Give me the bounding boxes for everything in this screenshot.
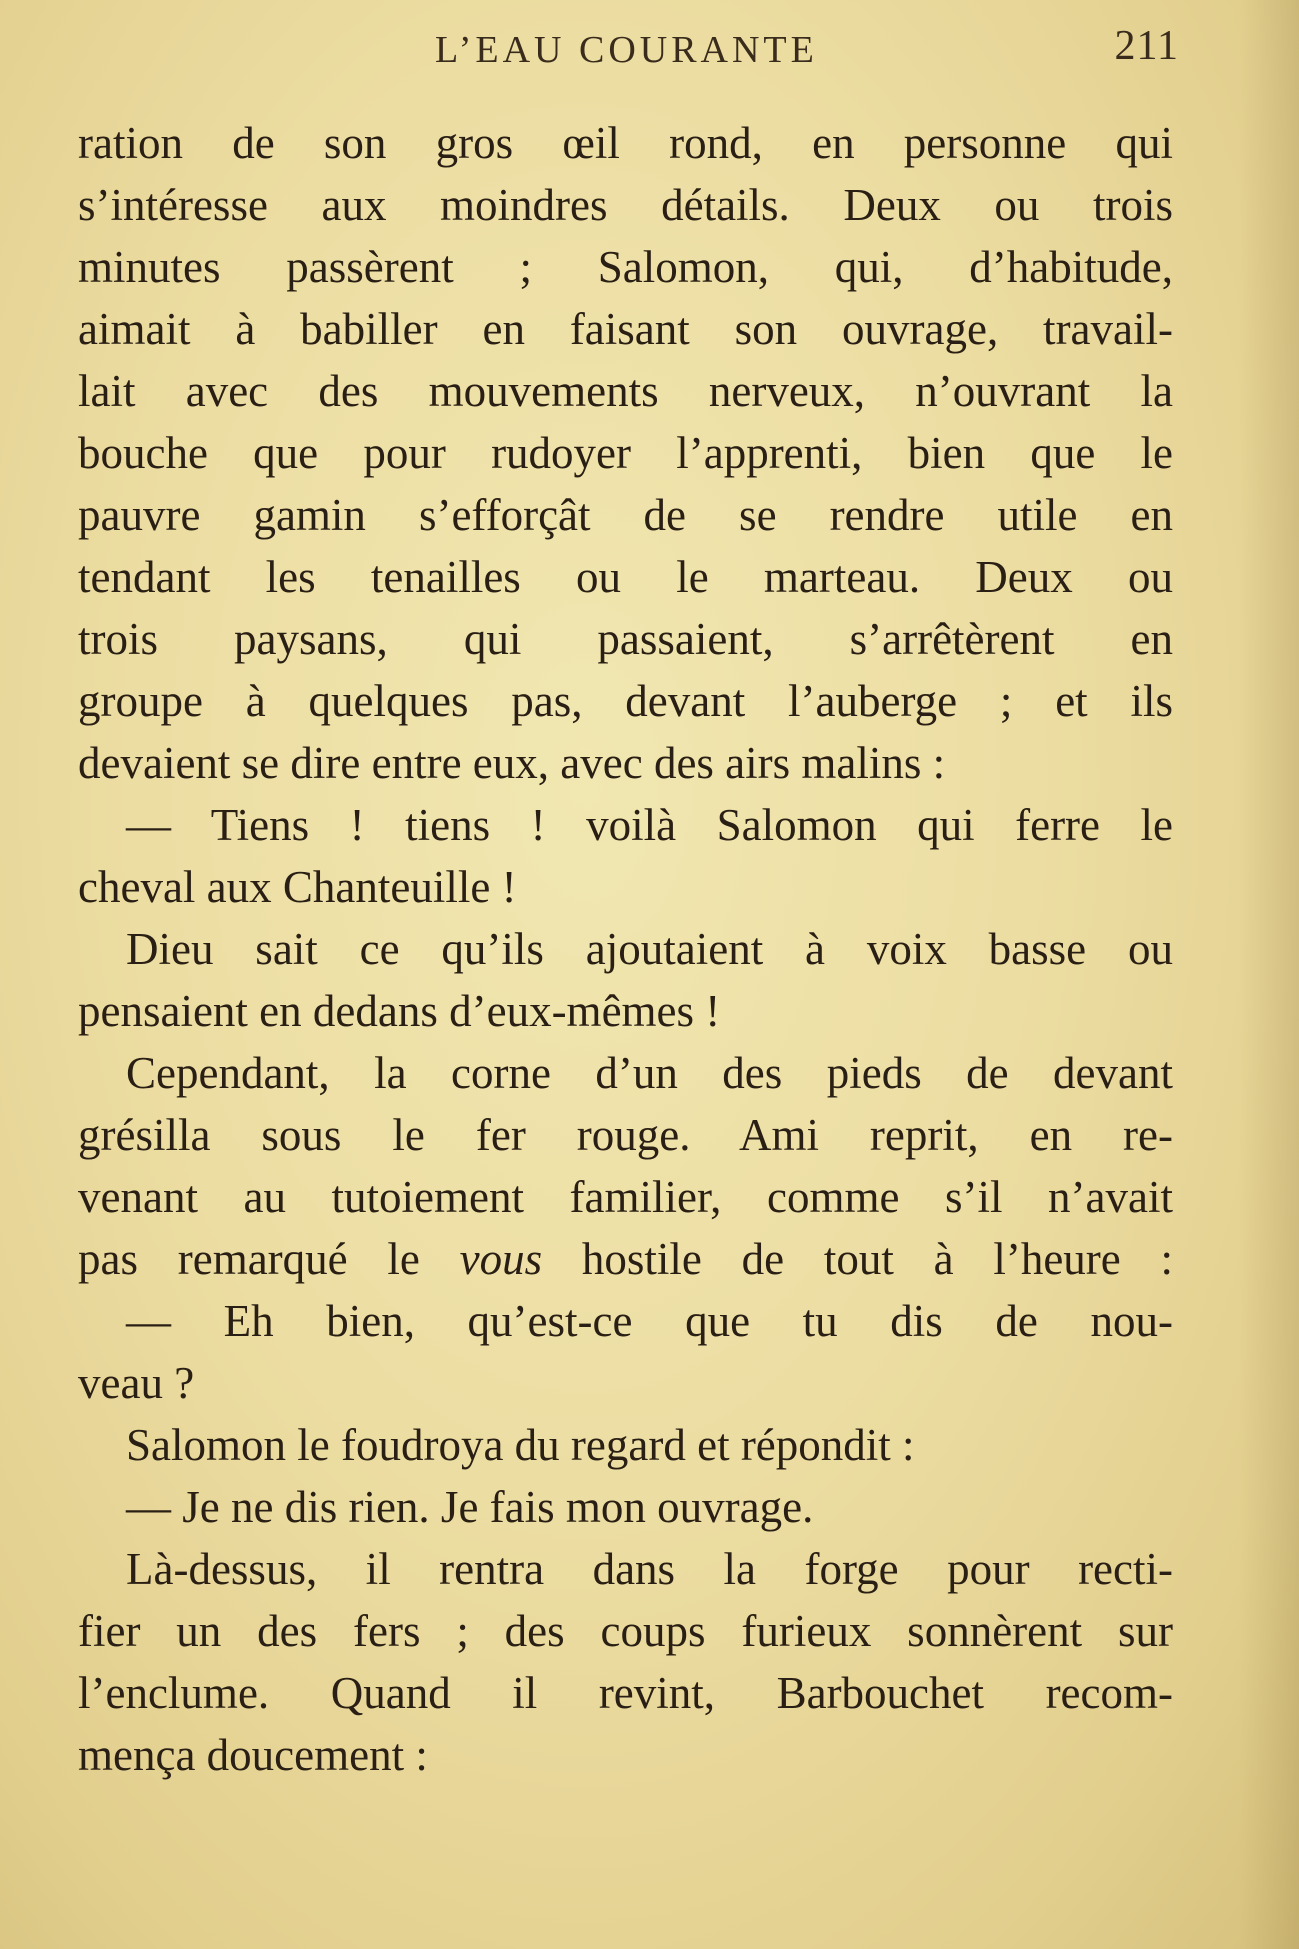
text-line: bouche que pour rudoyer l’apprenti, bien que le <box>78 428 1173 478</box>
text-line: pensaient en dedans d’eux-mêmes ! <box>78 986 721 1036</box>
text-line: devaient se dire entre eux, avec des airs malins : <box>78 738 946 788</box>
running-title: L’EAU COURANTE <box>435 29 818 71</box>
text-line: minutes passèrent ; Salomon, qui, d’habitude, <box>78 242 1173 292</box>
text-line: ration de son gros œil rond, en personne qui <box>78 118 1173 168</box>
page-edge-shadow <box>1239 0 1299 1949</box>
text-line: groupe à quelques pas, devant l’auberge ; et ils <box>78 676 1173 726</box>
text-line: fier un des fers ; des coups furieux sonnèrent sur <box>78 1606 1173 1656</box>
text-line: grésilla sous le fer rouge. Ami reprit, en re- <box>78 1110 1173 1160</box>
text-line: trois paysans, qui passaient, s’arrêtèrent en <box>78 614 1173 664</box>
text-line: l’enclume. Quand il revint, Barbouchet recom- <box>78 1668 1173 1718</box>
text-line: — Je ne dis rien. Je fais mon ouvrage. <box>126 1482 814 1532</box>
text-line: Cependant, la corne d’un des pieds de devant <box>126 1048 1173 1098</box>
text-line: aimait à babiller en faisant son ouvrage, travail- <box>78 304 1173 354</box>
text-line: lait avec des mouvements nerveux, n’ouvrant la <box>78 366 1173 416</box>
text-segment: pas remarqué le <box>78 1234 420 1284</box>
text-line: cheval aux Chanteuille ! <box>78 862 517 912</box>
body-text <box>78 112 1173 1786</box>
text-line-with-italic <box>78 1228 1173 1290</box>
text-line: pauvre gamin s’efforçât de se rendre utile en <box>78 490 1173 540</box>
text-segment: hostile de tout à l’heure : <box>581 1234 1173 1284</box>
text-line: veau ? <box>78 1358 195 1408</box>
text-line: mença doucement : <box>78 1730 428 1780</box>
text-line: s’intéresse aux moindres détails. Deux ou trois <box>78 180 1173 230</box>
text-line: Là-dessus, il rentra dans la forge pour recti- <box>126 1544 1173 1594</box>
text-line: — Tiens ! tiens ! voilà Salomon qui ferre le <box>126 800 1173 850</box>
text-line: — Eh bien, qu’est-ce que tu dis de nou- <box>126 1296 1173 1346</box>
text-line: Salomon le foudroya du regard et répondit : <box>126 1420 915 1470</box>
text-line: Dieu sait ce qu’ils ajoutaient à voix basse ou <box>126 924 1173 974</box>
text-line: tendant les tenailles ou le marteau. Deux ou <box>78 552 1173 602</box>
page-number: 211 <box>1114 23 1179 69</box>
italic-word: vous <box>459 1234 543 1284</box>
text-line: venant au tutoiement familier, comme s’il n’avait <box>78 1172 1173 1222</box>
